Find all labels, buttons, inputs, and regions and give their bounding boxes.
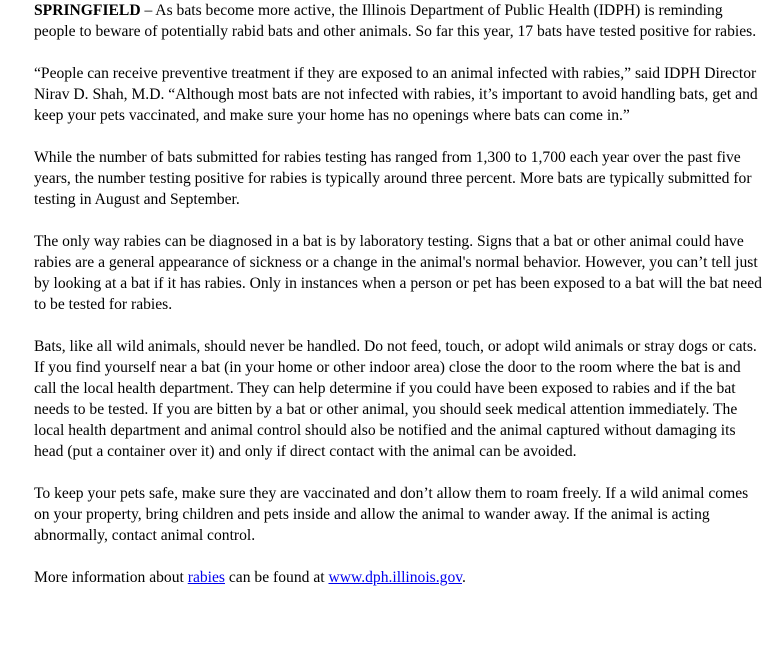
dateline: SPRINGFIELD xyxy=(34,2,141,19)
paragraph-more-info xyxy=(34,567,764,588)
rabies-link[interactable]: rabies xyxy=(187,569,225,586)
paragraph-diagnosis xyxy=(34,231,764,315)
paragraph-diagnosis-text: The only way rabies can be diagnosed in a bat is by laboratory testing. Signs that a bat or other animal could have rabies are a general appearance of sickness or a change in the animal's normal behavior. However, you can’t tell just by looking at a bat if it has rabies. Only in instances when a person or pet has been exposed to a bat will the bat need to be tested for rabies. xyxy=(34,233,762,313)
paragraph-testing-stats-text: While the number of bats submitted for rabies testing has ranged from 1,300 to 1,700 each year over the past five years, the number testing positive for rabies is typically around three percent. More bats are typically submitted for testing in August and September. xyxy=(34,149,752,208)
more-info-text-before: More information about xyxy=(34,569,188,586)
paragraph-pet-safety xyxy=(34,483,764,546)
paragraph-director-quote-text: “People can receive preventive treatment if they are exposed to an animal infected with rabies,” said IDPH Director Nirav D. Shah, M.D. “Although most bats are not infected with rabies, it’s important to avoid handling bats, get and keep your pets vaccinated, and make sure your home has no openings where bats can come in.” xyxy=(34,65,758,124)
paragraph-director-quote xyxy=(34,63,764,126)
paragraph-handling-advice xyxy=(34,336,764,462)
press-release-body xyxy=(34,0,764,609)
paragraph-handling-advice-text: Bats, like all wild animals, should never be handled. Do not feed, touch, or adopt wild animals or stray dogs or cats. If you find yourself near a bat (in your home or other indoor area) close the door to the room where the bat is and call the local health department. They can help determine if you could have been exposed to rabies and if the bat needs to be tested. If you are bitten by a bat or other animal, you should seek medical attention immediately. The local health department and animal control should also be notified and the animal captured without damaging its head (put a container over it) and only if direct contact with the animal can be avoided. xyxy=(34,338,757,460)
paragraph-intro xyxy=(34,0,764,42)
paragraph-intro-text: – As bats become more active, the Illinois Department of Public Health (IDPH) is reminding people to beware of potentially rabid bats and other animals. So far this year, 17 bats have tested positive for rabies. xyxy=(34,2,757,40)
paragraph-pet-safety-text: To keep your pets safe, make sure they are vaccinated and don’t allow them to roam freely. If a wild animal comes on your property, bring children and pets inside and allow the animal to wander away. If the animal is acting abnormally, contact animal control. xyxy=(34,485,749,544)
paragraph-testing-stats xyxy=(34,147,764,210)
more-info-text-middle: can be found at xyxy=(224,569,329,586)
more-info-text-after: . xyxy=(462,569,466,586)
idph-website-link[interactable]: www.dph.illinois.gov xyxy=(328,569,463,586)
